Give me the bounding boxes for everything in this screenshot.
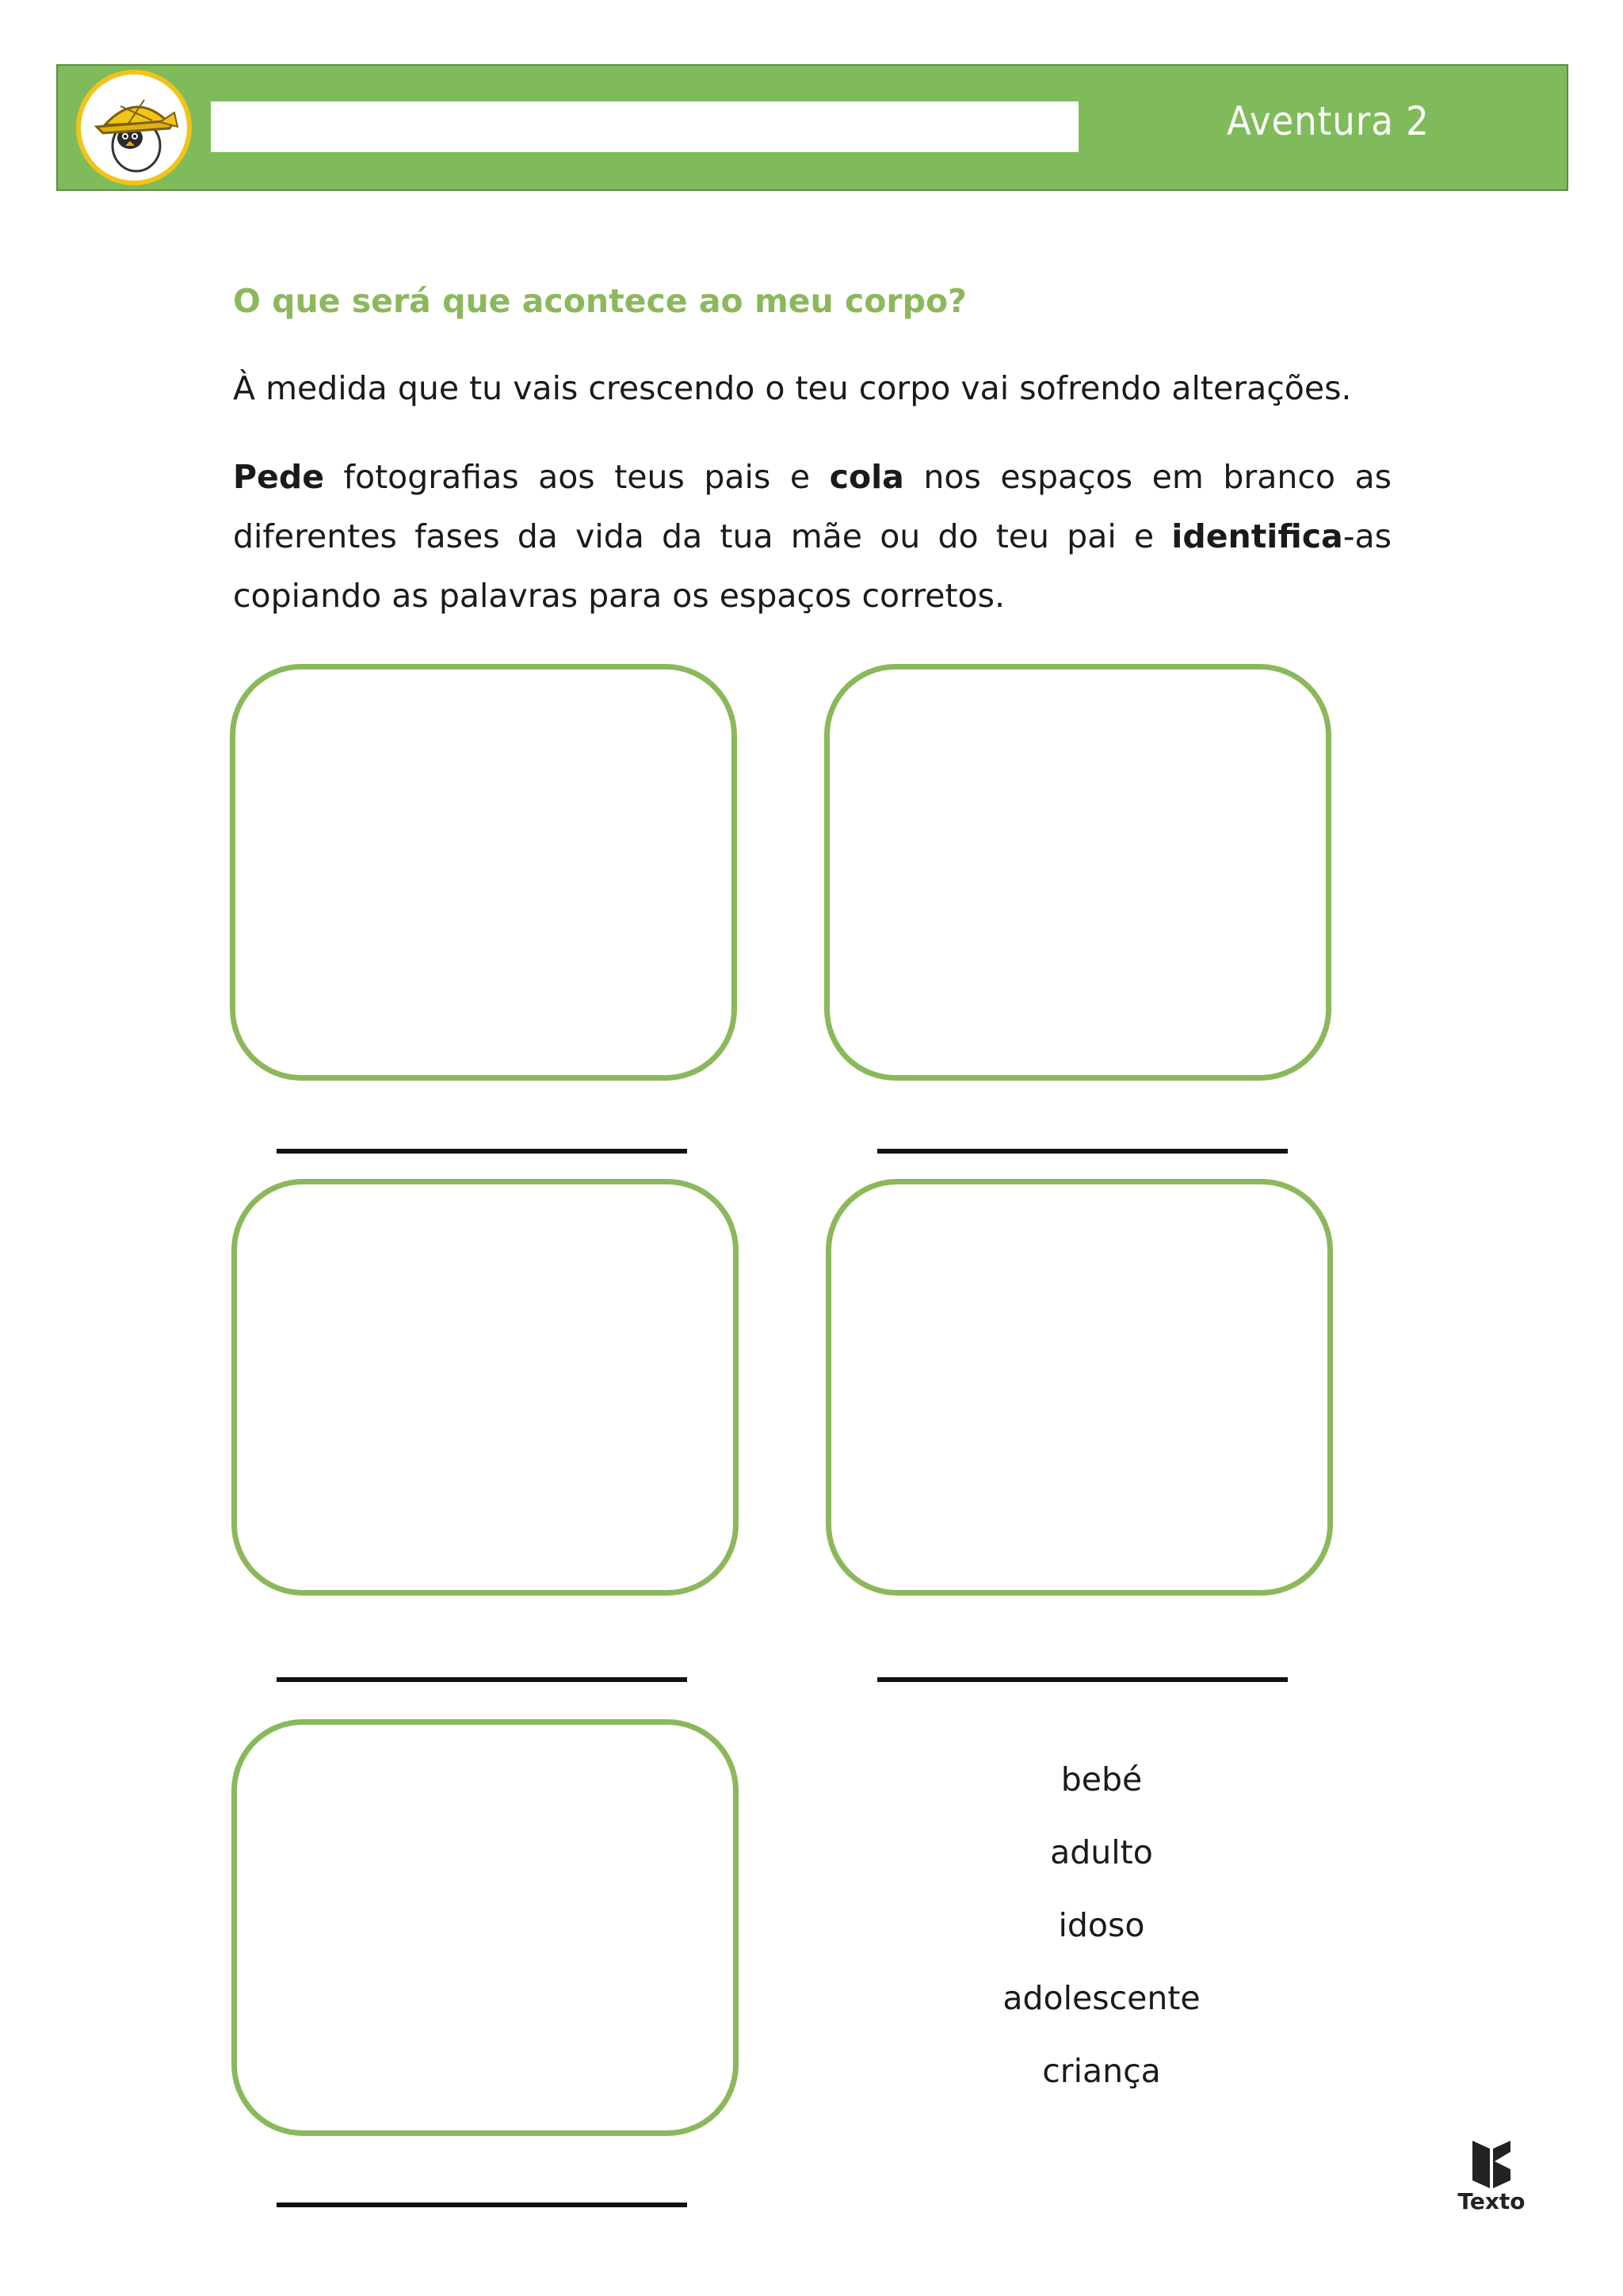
instructions-paragraph bbox=[233, 448, 1392, 626]
instruction-text-3: -as copiando as palavras para os espaços corretos. bbox=[233, 517, 1392, 615]
photo-box-5[interactable] bbox=[231, 1719, 739, 2136]
word-bank-item: bebé bbox=[1060, 1760, 1143, 1798]
photo-box-2[interactable] bbox=[824, 664, 1331, 1081]
answer-line-3[interactable] bbox=[277, 1677, 687, 1682]
publisher-name: Texto bbox=[1457, 2188, 1526, 2214]
word-bank-item: criança bbox=[1042, 2052, 1161, 2090]
word-bank bbox=[943, 1743, 1260, 2107]
instruction-bold-identifica: identifica bbox=[1171, 517, 1343, 555]
answer-line-5[interactable] bbox=[277, 2203, 687, 2207]
instruction-text-1: fotografias aos teus pais e bbox=[324, 458, 830, 496]
answer-line-1[interactable] bbox=[277, 1149, 687, 1154]
photo-box-1[interactable] bbox=[230, 664, 737, 1081]
photo-box-3[interactable] bbox=[231, 1179, 739, 1596]
penguin-mascot-icon bbox=[76, 70, 192, 185]
section-question: O que será que acontece ao meu corpo? bbox=[233, 282, 967, 320]
name-input-field[interactable] bbox=[211, 101, 1079, 152]
photo-box-4[interactable] bbox=[826, 1179, 1333, 1596]
word-bank-item: idoso bbox=[1058, 1906, 1145, 1944]
adventure-title: Aventura 2 bbox=[1227, 98, 1430, 144]
word-bank-item: adolescente bbox=[1002, 1979, 1201, 2017]
instruction-text-2: nos espaços em branco as diferentes fases da vida da tua mãe ou do teu pai e bbox=[233, 458, 1392, 555]
instruction-bold-pede: Pede bbox=[233, 458, 325, 496]
answer-line-4[interactable] bbox=[877, 1677, 1288, 1682]
intro-text: À medida que tu vais crescendo o teu corpo vai sofrendo alterações. bbox=[233, 369, 1352, 407]
answer-line-2[interactable] bbox=[877, 1149, 1288, 1154]
instruction-bold-cola: cola bbox=[829, 458, 904, 496]
word-bank-item: adulto bbox=[1050, 1833, 1153, 1871]
